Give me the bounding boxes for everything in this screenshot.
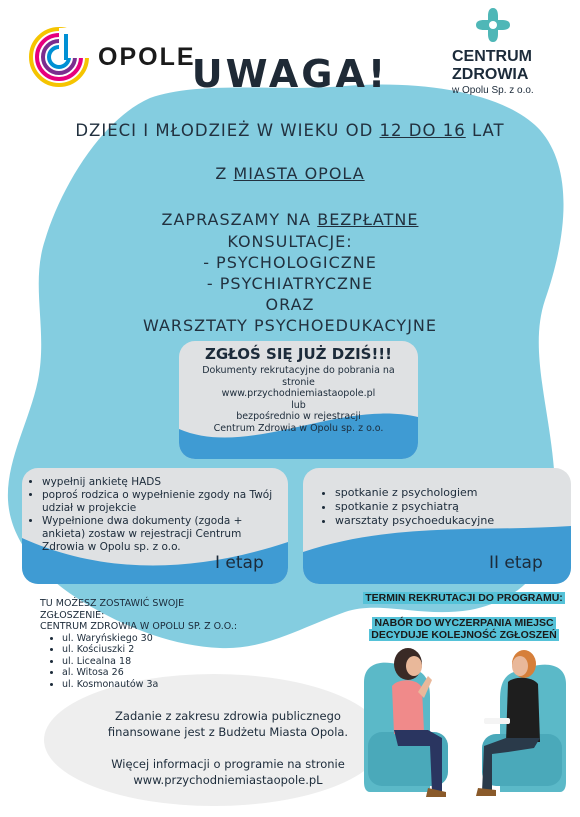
- intro-and: ORAZ: [265, 295, 315, 314]
- termin-line2-text: DECYDUJE KOLEJNOŚĆ ZGŁOSZEŃ: [371, 629, 557, 641]
- intro-consult: KONSULTACJE:: [227, 232, 353, 251]
- stage2-item: • spotkanie z psychiatrą: [335, 500, 561, 514]
- stage2-item: • warsztaty psychoedukacyjne: [335, 514, 561, 528]
- termin-line2: [350, 629, 578, 641]
- signup-title: ZGŁOŚ SIĘ JUŻ DZIŚ!!!: [204, 345, 392, 363]
- stage1-panel: [22, 468, 288, 584]
- address-item: • ul. Kosmonautów 3a: [62, 679, 237, 691]
- termin-line1-text: NABÓR DO WYCZERPANIA MIEJSC: [374, 617, 554, 629]
- stage1-item: • Wypełnione dwa dokumenty (zgoda + ankieta) zostaw w rejestracji Centrum Zdrowia w Opolu sp. z o.o.: [42, 515, 278, 554]
- termin-title-text: TERMIN REKRUTACJI DO PROGRAMU:: [365, 592, 563, 604]
- address-item: • ul. Kościuszki 2: [62, 644, 237, 656]
- signup-line6: Centrum Zdrowia w Opolu sp. z o.o.: [213, 422, 384, 434]
- dropoff-line1: TU MOŻESZ ZOSTAWIĆ SWOJE: [40, 598, 185, 609]
- funding-line1: Zadanie z zakresu zdrowia publicznego: [115, 709, 341, 723]
- cz-logo-line2: ZDROWIA: [452, 66, 529, 83]
- dropoff-line2: ZGŁOSZENIE:: [40, 609, 105, 621]
- stage2-item: • spotkanie z psychologiem: [335, 486, 561, 500]
- intro-psychiatric: - PSYCHIATRYCZNE: [206, 274, 374, 293]
- opole-logo-text: OPOLE: [98, 42, 196, 71]
- signup-line5: bezpośrednio w rejestracji: [236, 411, 361, 422]
- intro-psych: - PSYCHOLOGICZNE: [203, 253, 377, 272]
- intro-age-range: 12 DO 16: [379, 121, 466, 140]
- termin-line1: [350, 617, 578, 629]
- intro-workshops: WARSZTATY PSYCHOEDUKACYJNE: [143, 316, 437, 335]
- dropoff-info: [40, 598, 237, 690]
- stage1-item: • poproś rodzica o wypełnienie zgody na Twój udział w projekcie: [42, 489, 278, 515]
- signup-body: [179, 365, 418, 434]
- address-item: • ul. Licealna 18: [62, 656, 237, 668]
- stage2-panel: [303, 468, 571, 584]
- address-item: • ul. Waryńskiego 30: [62, 633, 237, 645]
- consultation-illustration: [358, 642, 572, 812]
- signup-panel: [179, 341, 418, 459]
- signup-line4: lub: [291, 399, 306, 411]
- stage2-label: II etap: [489, 553, 543, 573]
- signup-line1: Dokumenty rekrutacyjne do pobrania na: [202, 365, 395, 376]
- recruitment-term: [350, 592, 578, 641]
- intro-free: BEZPŁATNE: [317, 210, 419, 229]
- medical-cross-icon: [474, 6, 512, 44]
- intro-invite-pre: ZAPRASZAMY NA: [161, 210, 318, 229]
- funding-link[interactable]: www.przychodniemiastaopole.pL: [133, 773, 323, 787]
- dropoff-line3: CENTRUM ZDROWIA W OPOLU SP. Z O.O.:: [40, 621, 238, 632]
- intro-invite-line: [0, 210, 580, 229]
- stage2-list: [321, 486, 561, 528]
- signup-line2: stronie: [282, 376, 315, 388]
- funding-info: [78, 708, 378, 788]
- cz-logo-line1: CENTRUM: [452, 48, 532, 65]
- intro-age-pre: DZIECI I MŁODZIEŻ W WIEKU OD: [75, 121, 380, 140]
- intro-city-pre: Z: [215, 164, 234, 183]
- stage1-item: • wypełnij ankietę HADS: [42, 476, 278, 489]
- intro-age-post: LAT: [465, 121, 505, 140]
- stage1-list: [28, 476, 278, 554]
- funding-line3: Więcej informacji o programie na stronie: [111, 757, 345, 771]
- stage1-label: I etap: [215, 553, 264, 573]
- signup-link[interactable]: www.przychodniemiastaopole.pl: [221, 388, 376, 399]
- funding-line2: finansowane jest z Budżetu Miasta Opola.: [107, 725, 349, 739]
- intro-age-line: [0, 121, 580, 140]
- intro-city-line: [0, 164, 580, 183]
- address-item: • al. Witosa 26: [62, 667, 237, 679]
- intro-city: MIASTA OPOLA: [233, 164, 365, 183]
- headline: UWAGA!: [191, 52, 389, 96]
- cz-logo-line3: w Opolu Sp. z o.o.: [452, 85, 534, 96]
- termin-title: [350, 592, 578, 604]
